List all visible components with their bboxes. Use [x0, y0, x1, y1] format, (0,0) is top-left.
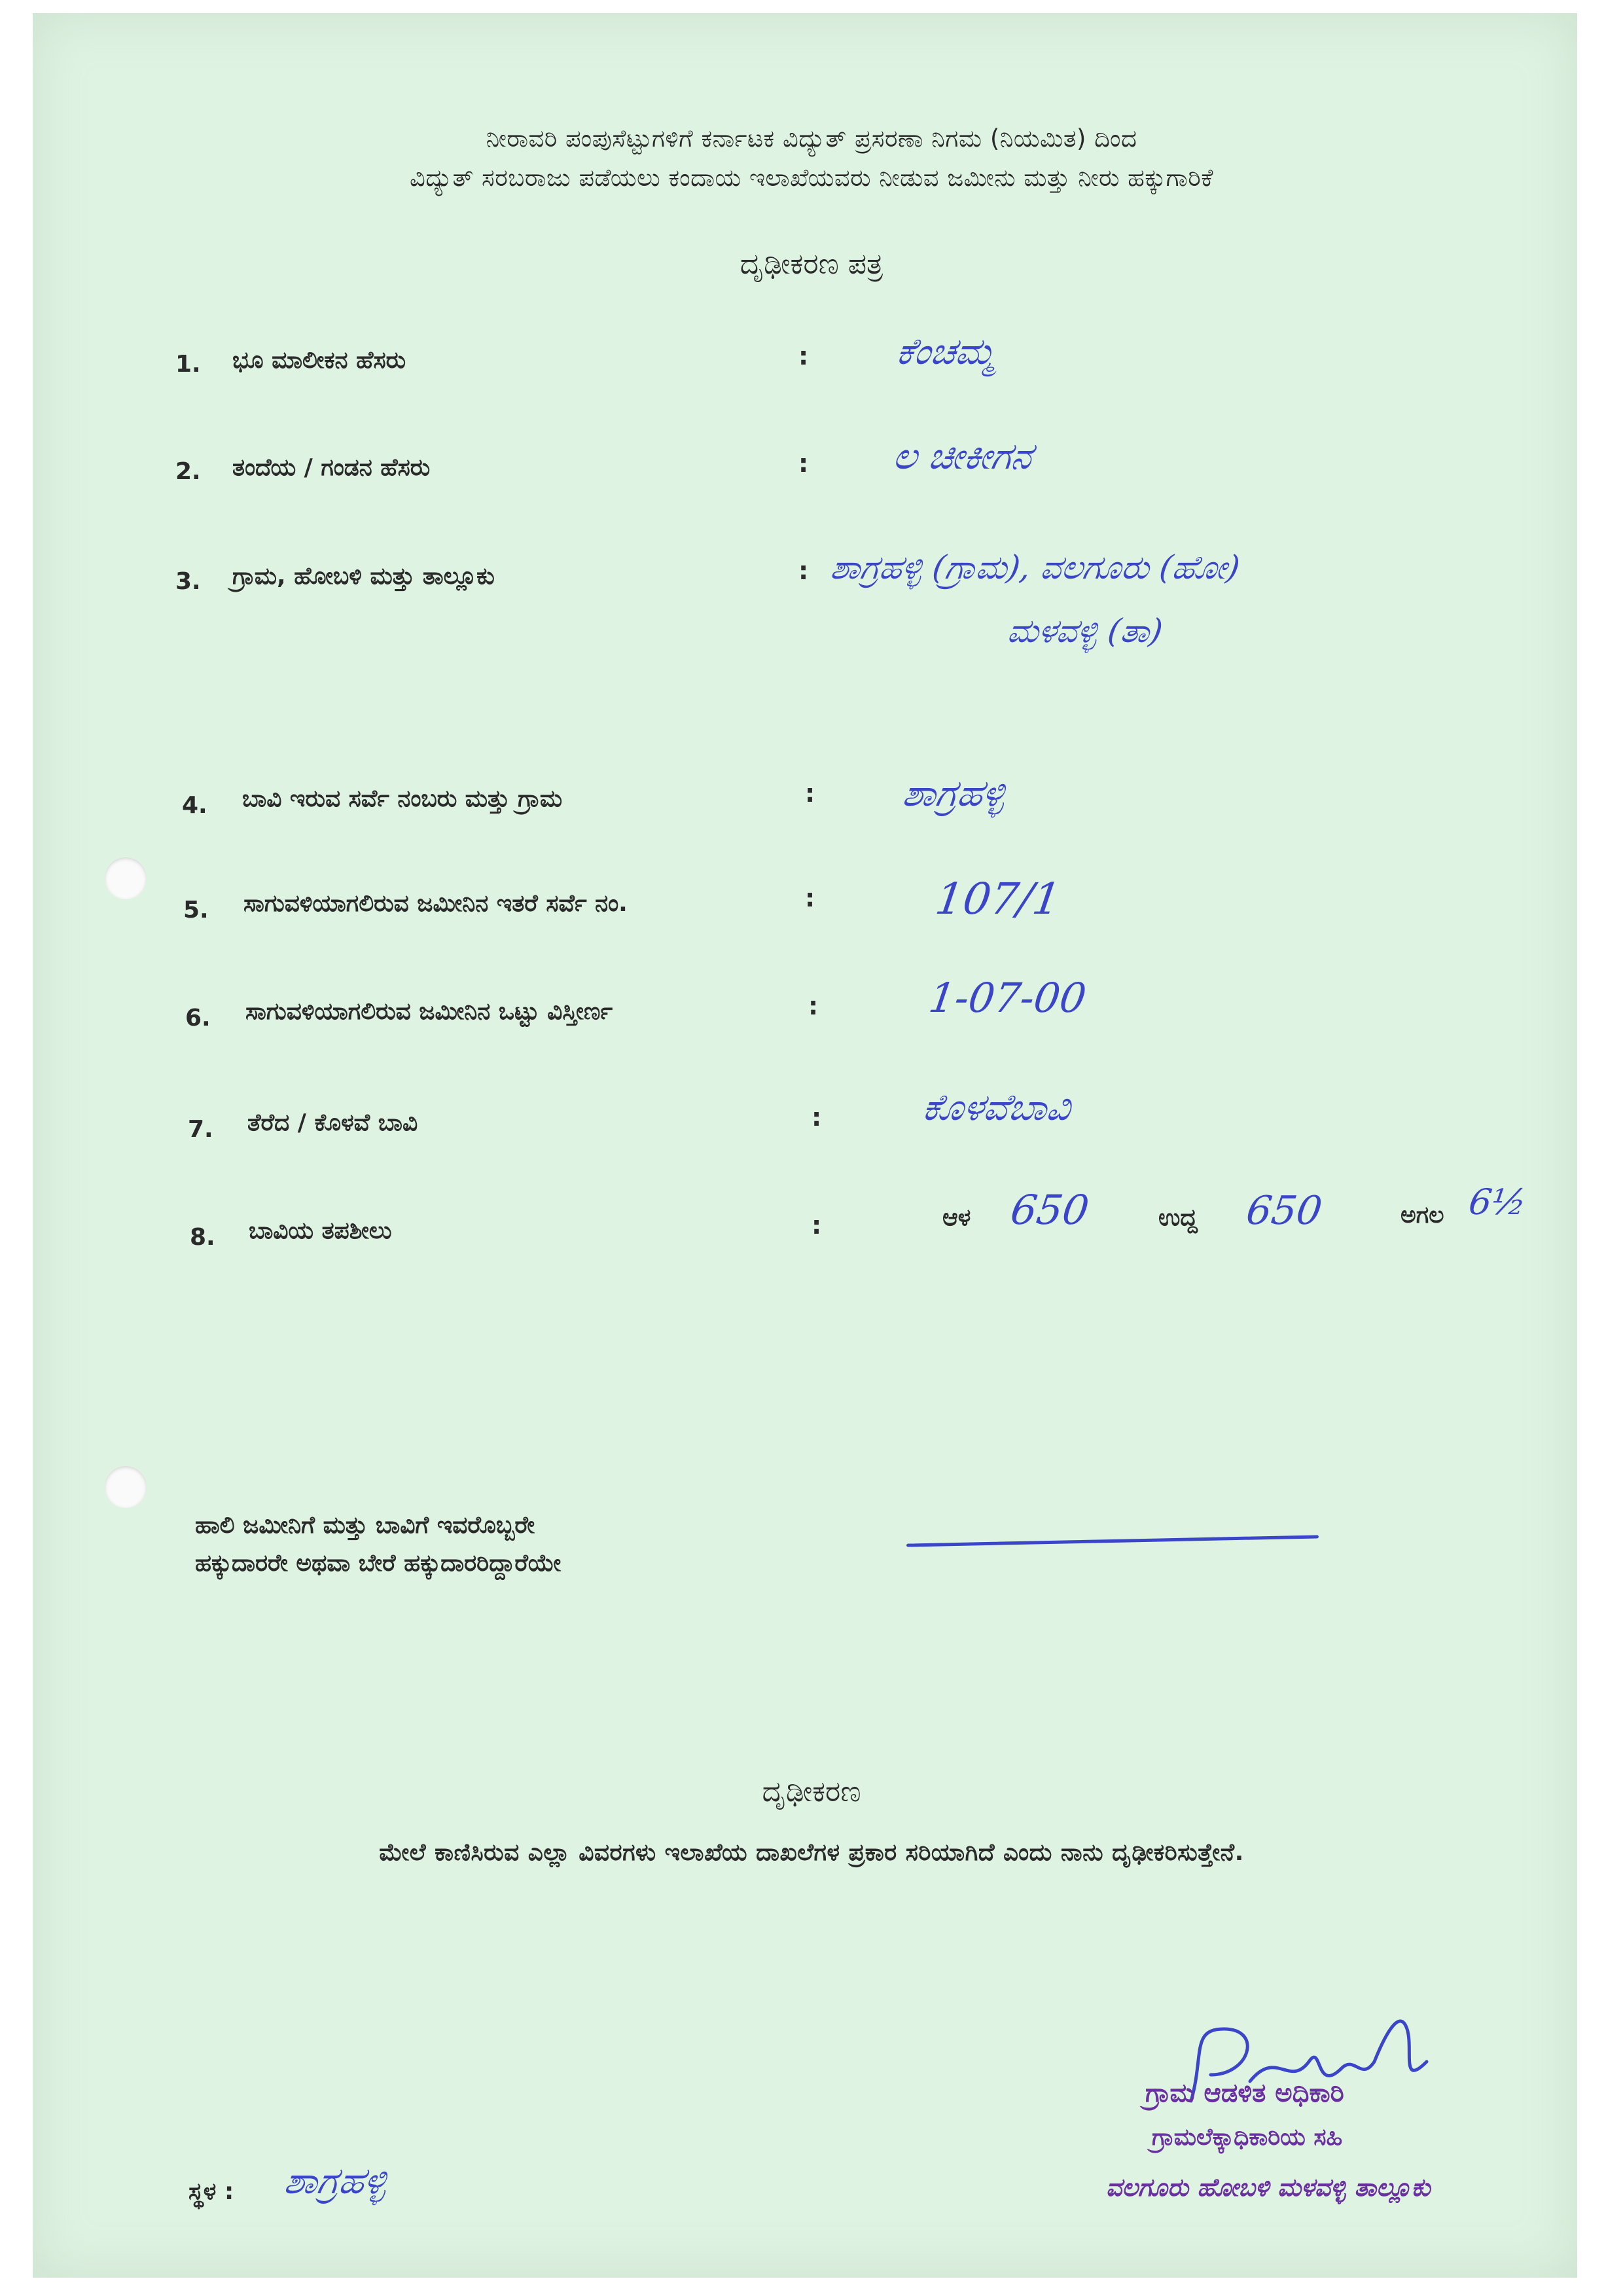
stamp-line-3: ವಲಗೂರು ಹೋಬಳಿ ಮಳವಳ್ಳಿ ತಾಲ್ಲೂಕು [1106, 2173, 1431, 2202]
header-line-2: ವಿದ್ಯುತ್ ಸರಬರಾಜು ಪಡೆಯಲು ಕಂದಾಯ ಇಲಾಖೆಯವರು ನೀಡುವ ಜಮೀನು ಮತ್ತು ನೀರು ಹಕ್ಕುಗಾರಿಕೆ [410, 164, 1213, 192]
depth-label: ಆಳ [942, 1204, 971, 1231]
field-number: 1. [175, 351, 201, 378]
field-label-father-husband-name: ತಂದೆಯ / ಗಂಡನ ಹೆಸರು [232, 454, 431, 481]
field-label-well-details: ಬಾವಿಯ ತಪಶೀಲು [249, 1217, 392, 1244]
field-label-owner-name: ಭೂ ಮಾಲೀಕನ ಹೆಸರು [232, 347, 406, 374]
father-husband-name-value: ಲ ಚೀಕೀಗನ [890, 435, 1035, 478]
field-colon: : [805, 884, 815, 912]
depth-value: 650 [1007, 1186, 1092, 1234]
taluk-value: ಮಳವಳ್ಳಿ (ತಾ) [1005, 612, 1166, 650]
field-label-total-extent: ಸಾಗುವಳಿಯಾಗಲಿರುವ ಜಮೀನಿನ ಒಟ್ಟು ವಿಸ್ತೀರ್ಣ [245, 998, 613, 1025]
field-colon: : [812, 1211, 822, 1240]
length-label: ಉದ್ದ [1158, 1204, 1198, 1231]
width-value: 6½ [1466, 1181, 1529, 1223]
field-label-well-survey-village: ಬಾವಿ ಇರುವ ಸರ್ವೆ ನಂಬರು ಮತ್ತು ಗ್ರಾಮ [242, 785, 563, 812]
owner-name-value: ಕೆಂಚಮ್ಮ [893, 331, 999, 373]
other-survey-no-value: 107/1 [932, 874, 1064, 924]
width-label: ಅಗಲ [1400, 1202, 1444, 1229]
certification-text: ಮೇಲೆ ಕಾಣಿಸಿರುವ ಎಲ್ಲಾ ವಿವರಗಳು ಇಲಾಖೆಯ ದಾಖಲೆಗಳ ಪ್ರಕಾರ ಸರಿಯಾಗಿದೆ ಎಂದು ನಾನು ದೃಢೀಕರಿಸುತ್ತೇನೆ. [379, 1839, 1244, 1866]
stamp-line-1: ಗ್ರಾಮ ಆಡಳಿತ ಅಧಿಕಾರಿ [1145, 2078, 1344, 2108]
rights-line-1: ಹಾಲಿ ಜಮೀನಿಗೆ ಮತ್ತು ಬಾವಿಗೆ ಇವರೊಬ್ಬರೇ [195, 1512, 535, 1539]
place-value: ಶಾಗ್ರಹಳ್ಳಿ [281, 2160, 390, 2202]
village-hobli-value: ಶಾಗ್ರಹಳ್ಳಿ (ಗ್ರಾಮ), ವಲಗೂರು (ಹೋ) [828, 548, 1243, 586]
field-colon: : [805, 779, 815, 808]
field-colon: : [798, 342, 809, 370]
field-number: 5. [183, 897, 209, 924]
place-label: ಸ್ಥಳ : [188, 2178, 234, 2205]
field-colon: : [798, 449, 809, 478]
field-colon: : [798, 556, 809, 585]
field-number: 6. [185, 1005, 211, 1031]
well-survey-value: ಶಾಗ್ರಹಳ್ಳಿ [900, 772, 1008, 815]
field-number: 4. [182, 792, 207, 819]
well-type-value: ಕೊಳವೆಬಾವಿ [919, 1086, 1074, 1129]
field-label-other-survey-no: ಸಾಗುವಳಿಯಾಗಲಿರುವ ಜಮೀನಿನ ಇತರೆ ಸರ್ವೆ ನಂ. [243, 890, 628, 917]
officer-signature [1152, 2003, 1466, 2127]
field-label-open-bore-well: ತೆರೆದ / ಕೊಳವೆ ಬಾವಿ [247, 1109, 418, 1136]
punch-hole [105, 1466, 147, 1508]
field-number: 8. [190, 1224, 215, 1251]
stamp-line-2: ಗ್ರಾಮಲೆಕ್ಕಾಧಿಕಾರಿಯ ಸಹಿ [1152, 2124, 1343, 2151]
field-label-village-hobli-taluk: ಗ್ರಾಮ, ಹೋಬಳಿ ಮತ್ತು ತಾಲ್ಲೂಕು [232, 563, 495, 590]
form-title: ದೃಢೀಕರಣ ಪತ್ರ [740, 247, 883, 281]
total-extent-value: 1-07-00 [925, 974, 1090, 1022]
field-number: 2. [175, 458, 201, 485]
header-line-1: ನೀರಾವರಿ ಪಂಪುಸೆಟ್ಟುಗಳಿಗೆ ಕರ್ನಾಟಕ ವಿದ್ಯುತ್ ಪ್ರಸರಣಾ ನಿಗಮ (ನಿಯಮಿತ) ದಿಂದ [486, 124, 1137, 152]
certification-title: ದೃಢೀಕರಣ [762, 1775, 861, 1808]
length-value: 650 [1243, 1188, 1325, 1234]
field-colon: : [808, 992, 819, 1020]
rights-line-2: ಹಕ್ಕುದಾರರೇ ಅಥವಾ ಬೇರೆ ಹಕ್ಕುದಾರರಿದ್ದಾರೆಯೇ [195, 1550, 562, 1577]
field-number: 3. [175, 568, 201, 595]
field-colon: : [812, 1103, 822, 1132]
punch-hole [105, 857, 147, 899]
field-number: 7. [188, 1116, 213, 1143]
